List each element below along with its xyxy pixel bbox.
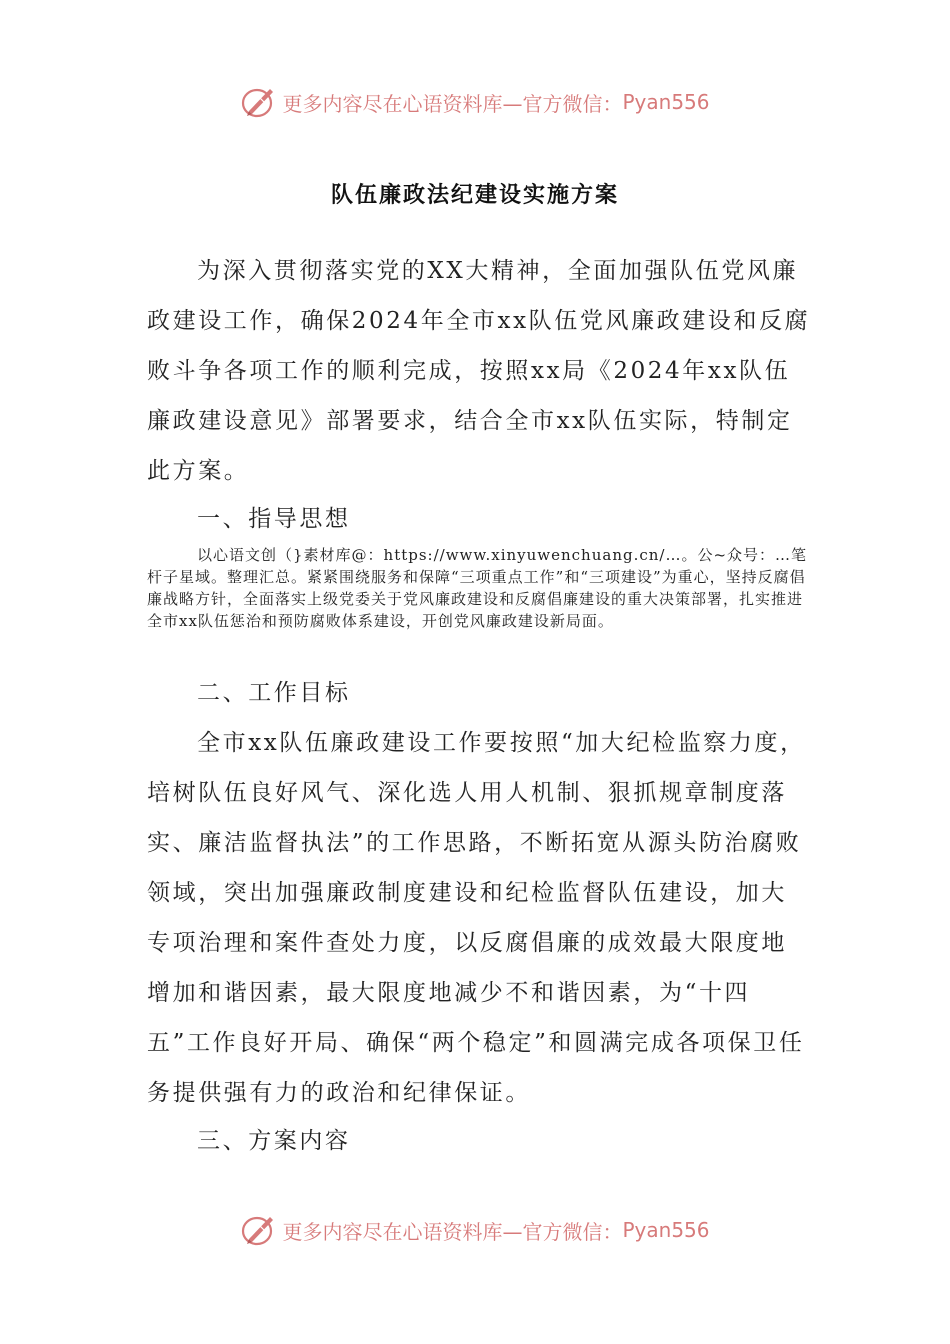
footer-banner — [0, 1210, 950, 1250]
header-banner — [0, 82, 950, 122]
section-heading: 二、工作目标 — [197, 680, 351, 706]
section-paragraph: 全市xx队伍廉政建设工作要按照“加大纪检监察力度，培树队伍良好风气、深化选人用人机制、狠抓规章制度落实、廉洁监督执法”的工作思路，不断拓宽从源头防治腐败领域，突出加强廉政制度建设和纪检监督队伍建设，加大专项治理和案件查处力度，以反腐倡廉的成效最大限度地增加和谐因素，最大限度地减少不和谐因素，为“十四五”工作良好开局、确保“两个稳定”和圆满完成各项保卫任务提供强有力的政治和纪律保证。 — [147, 730, 806, 1106]
intro-paragraph: 为深入贯彻落实党的XX大精神，全面加强队伍党风廉政建设工作，确保2024年全市xx队伍党风廉政建设和反腐败斗争各项工作的顺利完成，按照xx局《2024年xx队伍廉政建设意见》部署要求，结合全市xx队伍实际，特制定此方案。 — [147, 258, 811, 484]
section-heading: 三、方案内容 — [197, 1128, 351, 1154]
section-heading: 一、指导思想 — [197, 506, 351, 532]
banner-text: 更多内容尽在心语资料库—官方微信： — [282, 1219, 623, 1244]
banner-wechat-id: Pyan556 — [622, 1218, 710, 1242]
intro-block — [147, 246, 812, 496]
pen-quill-logo-icon — [240, 1212, 278, 1248]
section-guiding-ideology — [147, 494, 812, 632]
section-work-goals — [147, 668, 812, 1118]
banner-wechat-id: Pyan556 — [622, 90, 710, 114]
document-title: 队伍廉政法纪建设实施方案 — [330, 182, 619, 208]
banner-text: 更多内容尽在心语资料库—官方微信： — [282, 91, 623, 116]
pen-quill-logo-icon — [240, 84, 278, 120]
section-paragraph: 以心语文创（}素材库@：https://www.xinyuwenchuang.cn/…。公~众号：…笔杆子星域。整理汇总。紧紧围绕服务和保障“三项重点工作”和“三项建设”为重心，坚持反腐倡廉战略方针，全面落实上级党委关于党风廉政建设和反腐倡廉建设的重大决策部署，扎实推进全市xx队伍惩治和预防腐败体系建设，开创党风廉政建设新局面。 — [147, 546, 808, 630]
section-plan-content — [147, 1116, 812, 1166]
